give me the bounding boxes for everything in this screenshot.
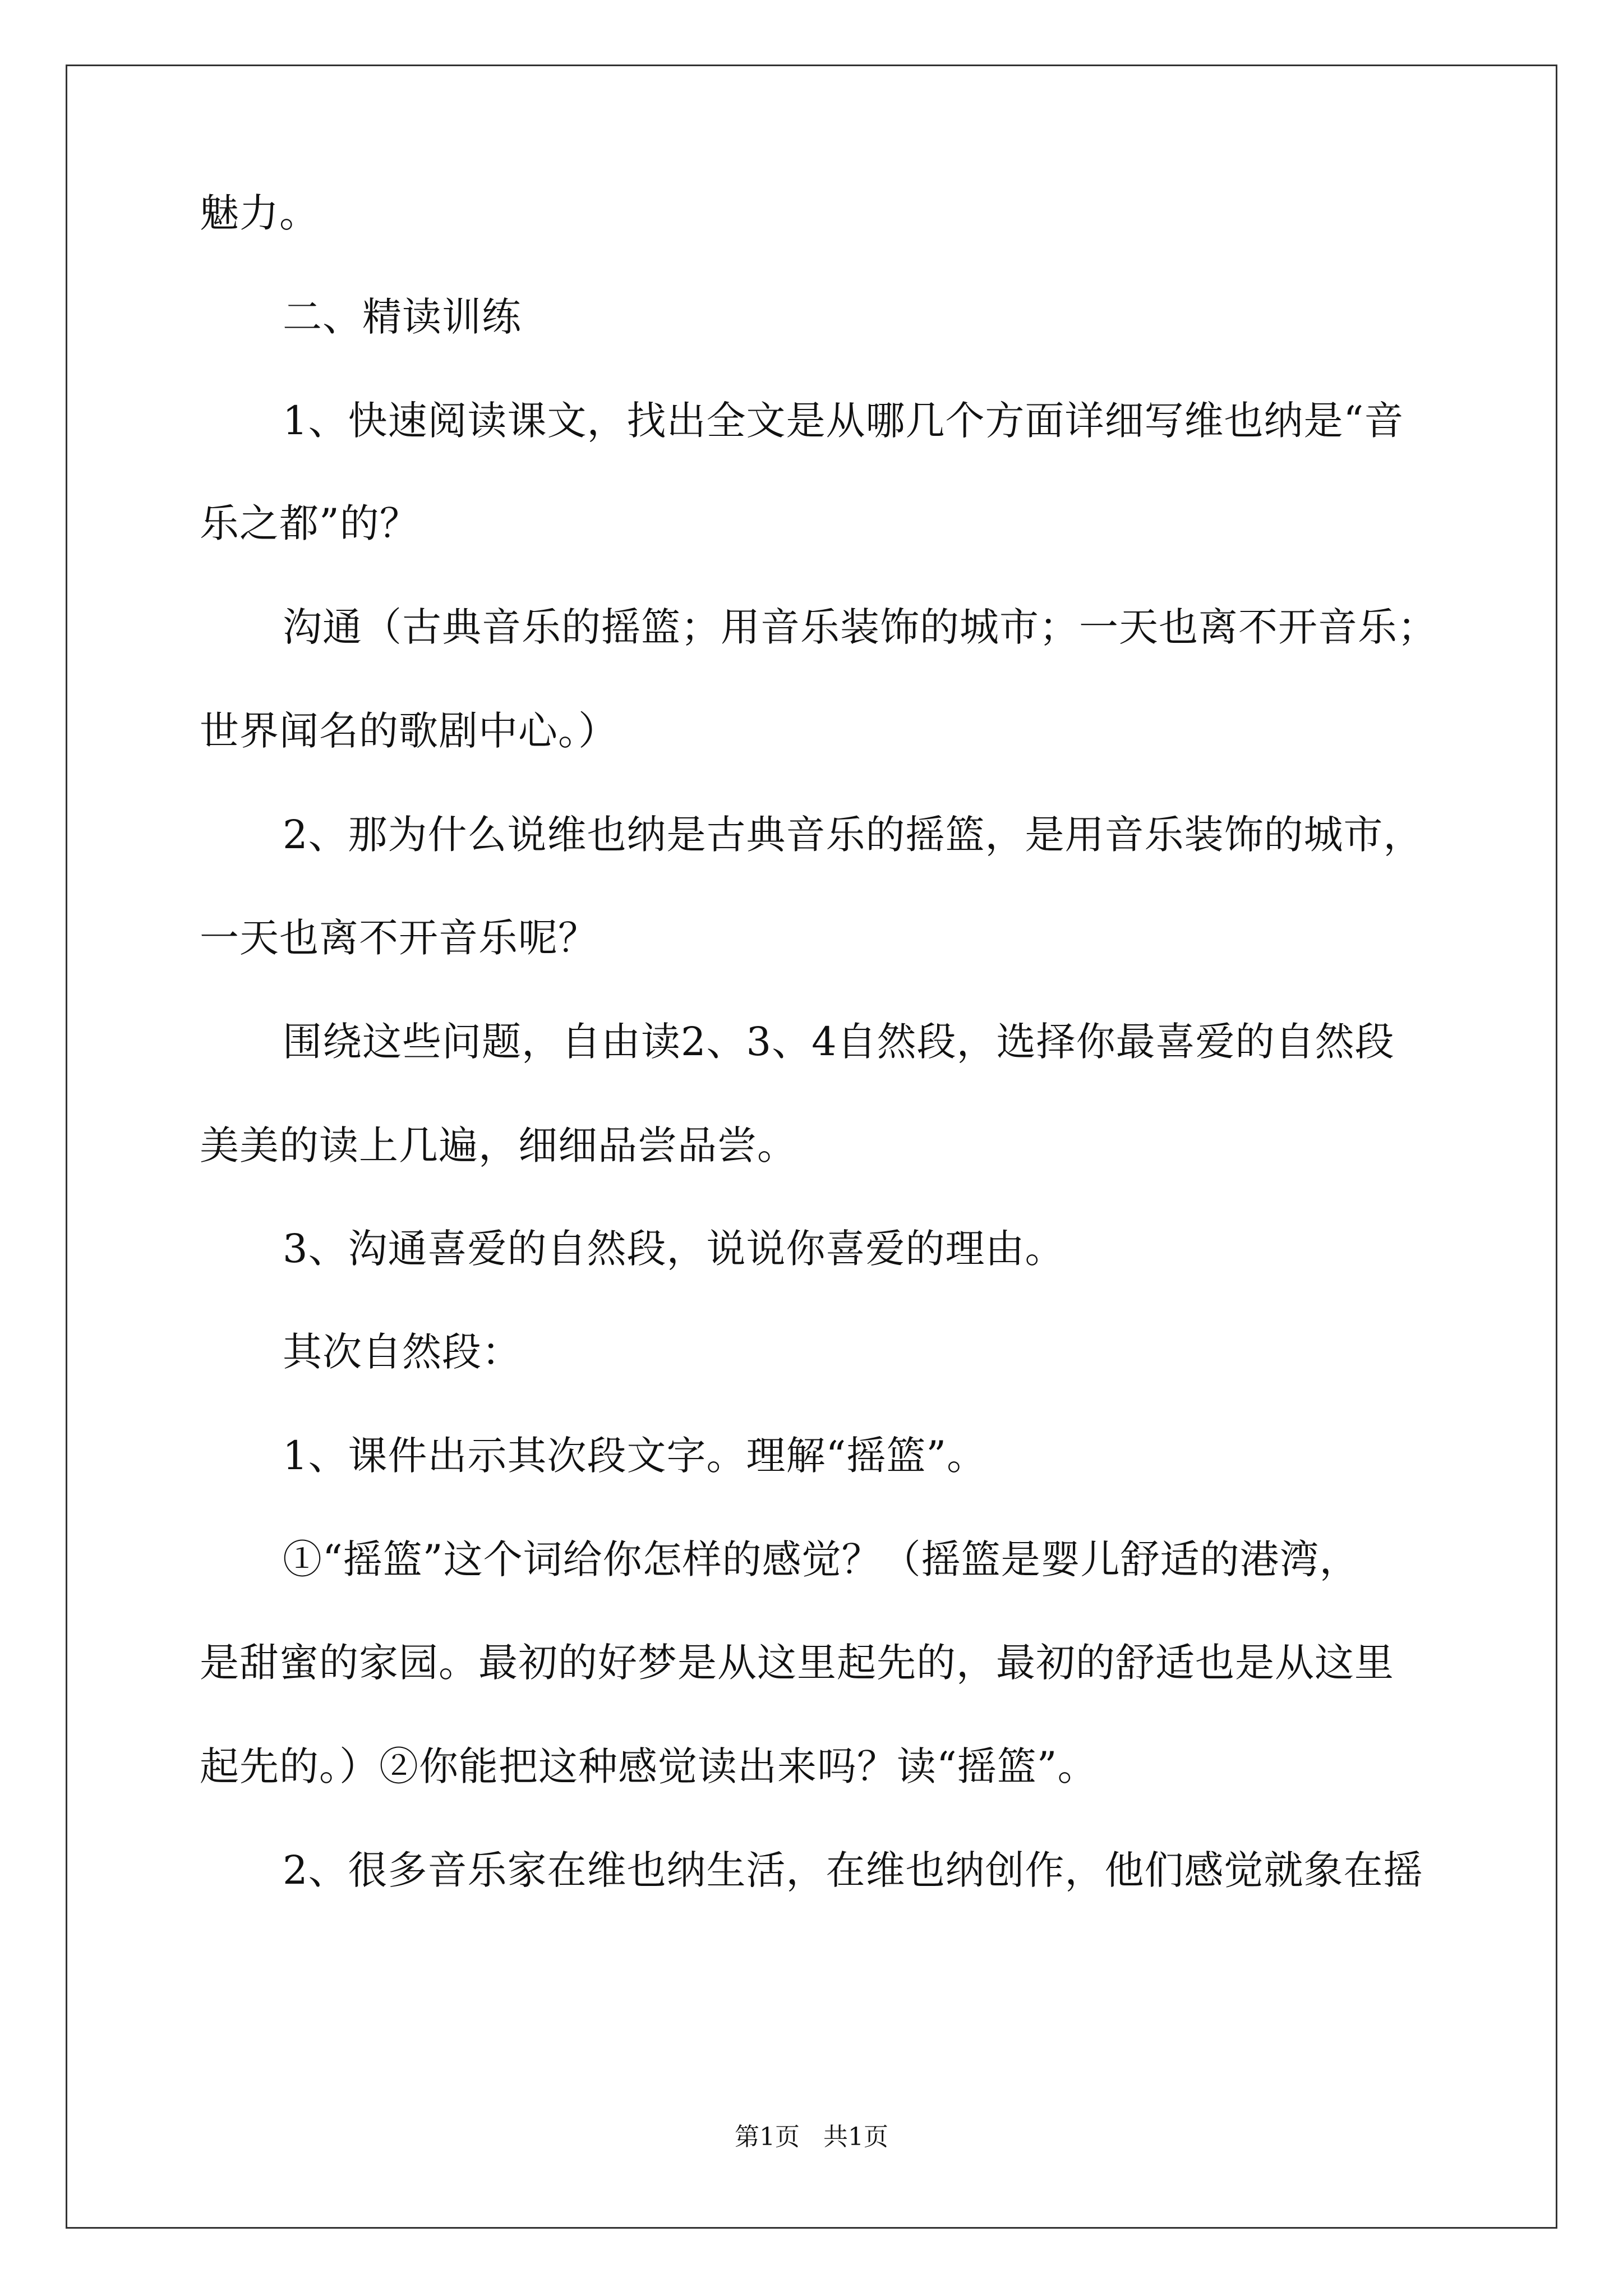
text-line: 沟通（古典音乐的摇篮；用音乐装饰的城市；一天也离不开音乐； — [283, 604, 1437, 650]
section-heading: 二、精读训练 — [283, 294, 522, 340]
page-footer: 第1页 共1页 — [735, 2123, 888, 2151]
text-line: 是甜蜜的家园。最初的好梦是从这里起先的，最初的舒适也是从这里 — [200, 1640, 1394, 1686]
text-line: 世界闻名的歌剧中心。） — [200, 708, 618, 754]
text-line: 2、很多音乐家在维也纳生活，在维也纳创作，他们感觉就象在摇 — [283, 1847, 1423, 1893]
text-line: ①“摇篮”这个词给你怎样的感觉？（摇篮是婴儿舒适的港湾， — [283, 1536, 1359, 1582]
text-line: 乐之都”的？ — [200, 500, 419, 546]
text-line: 1、快速阅读课文，找出全文是从哪几个方面详细写维也纳是“音 — [283, 398, 1404, 444]
text-line: 一天也离不开音乐呢？ — [200, 915, 598, 961]
text-line: 2、那为什么说维也纳是古典音乐的摇篮，是用音乐装饰的城市， — [283, 812, 1423, 858]
text-line: 美美的读上几遍，细细品尝品尝。 — [200, 1122, 797, 1168]
text-line: 1、课件出示其次段文字。理解“摇篮”。 — [283, 1433, 987, 1479]
text-line: 围绕这些问题，自由读2、3、4自然段，选择你最喜爱的自然段 — [283, 1019, 1395, 1065]
text-line: 其次自然段： — [283, 1329, 522, 1375]
text-line: 起先的。）②你能把这种感觉读出来吗？读“摇篮”。 — [200, 1743, 1098, 1789]
text-line: 魅力。 — [200, 190, 319, 236]
text-line: 3、沟通喜爱的自然段，说说你喜爱的理由。 — [283, 1226, 1065, 1272]
